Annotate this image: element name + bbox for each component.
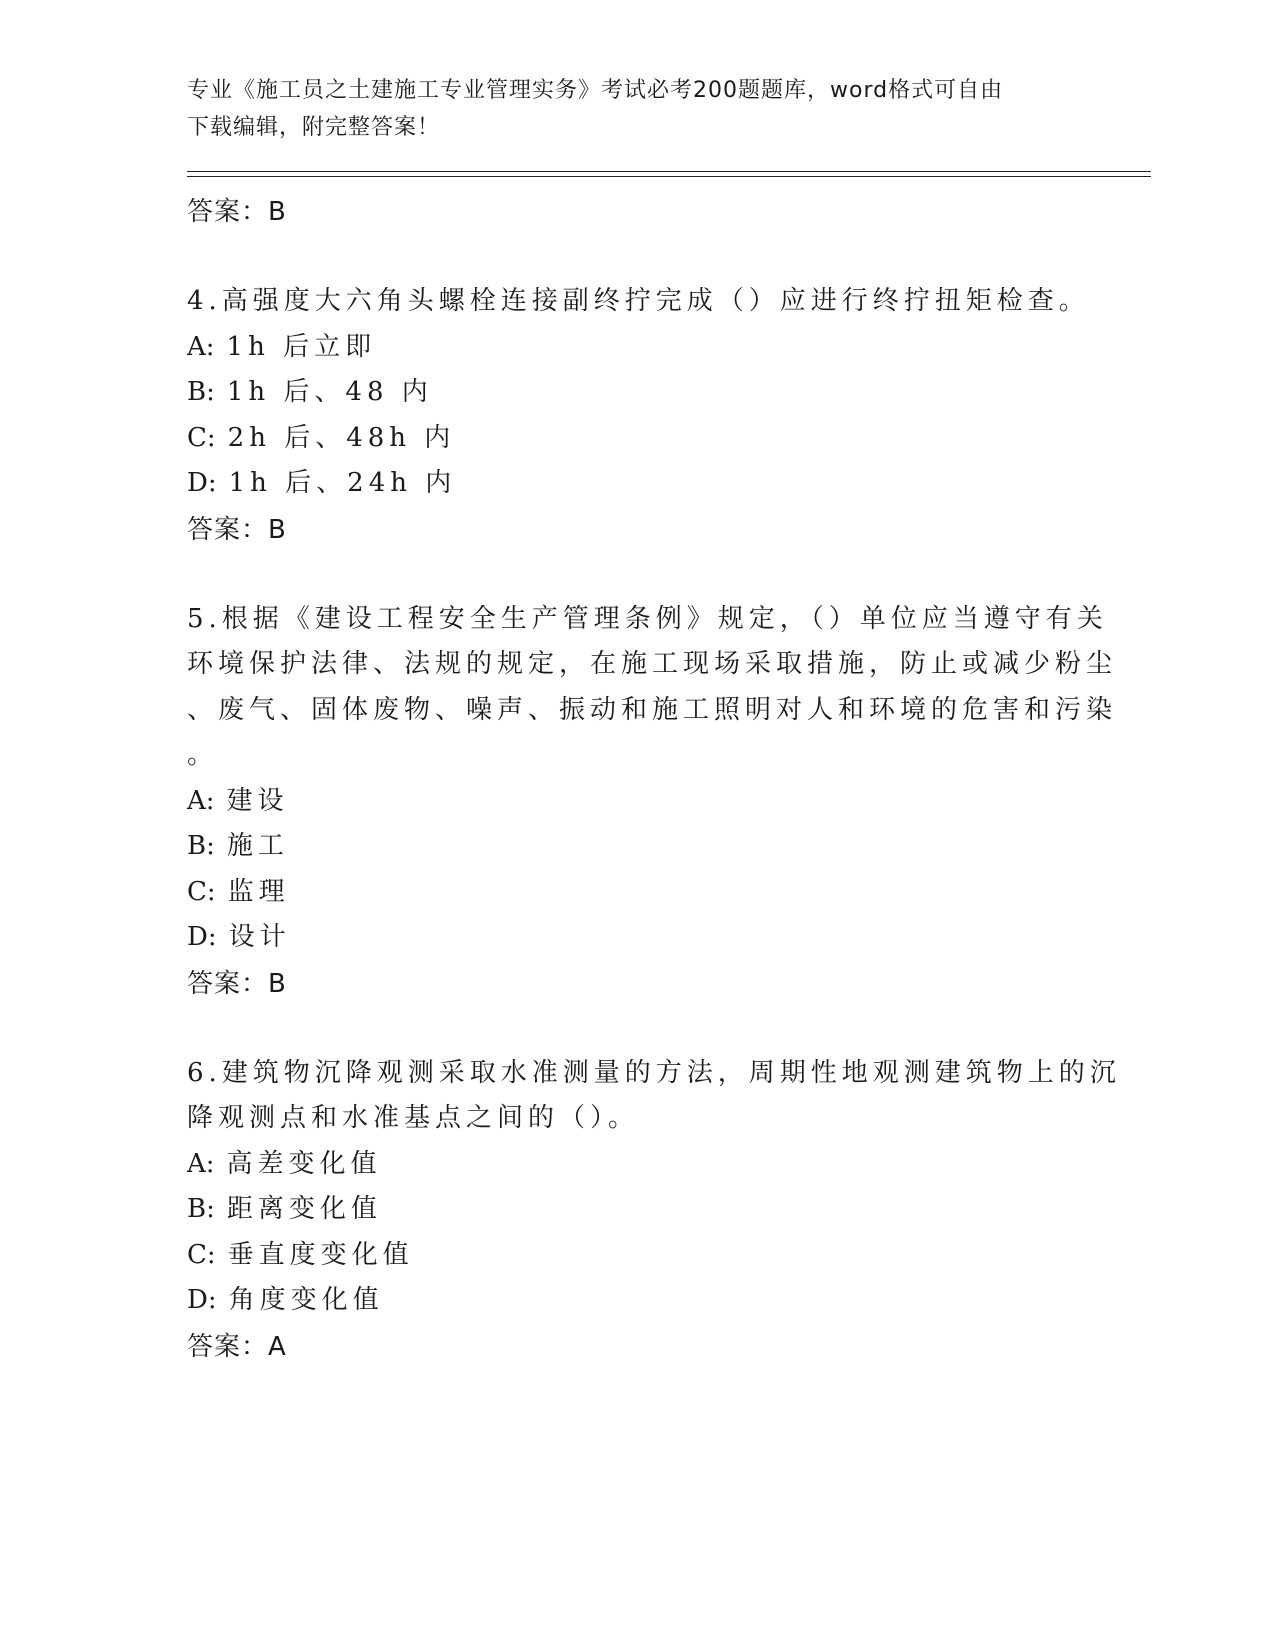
option-a [187, 779, 1067, 825]
question-text: 5.根据《建设工程安全生产管理条例》规定，（）单位应当遵守有关 [187, 603, 1108, 634]
question-4 [187, 279, 1090, 553]
option-d [187, 915, 1067, 961]
option-text: 1h 后立即 [226, 331, 377, 362]
option-letter: D: [187, 468, 217, 498]
option-c [187, 1233, 1067, 1279]
option-b [187, 370, 1067, 416]
option-letter: D: [187, 922, 217, 952]
option-text: 1h 后、24h 内 [228, 468, 457, 498]
question-text: 。 [187, 740, 219, 770]
option-letter: A: [187, 1148, 215, 1179]
option-c [187, 870, 1067, 916]
option-letter: B: [187, 831, 215, 861]
option-text: 角度变化值 [228, 1285, 384, 1315]
question-text: 环境保护法律、法规的规定，在施工现场采取措施，防止或减少粉尘 [187, 649, 1118, 679]
option-d [187, 1278, 1067, 1324]
option-letter: A: [187, 785, 215, 816]
question-text: 降观测点和水准基点之间的（）。 [187, 1103, 640, 1133]
option-text: 监理 [227, 876, 290, 907]
option-text: 设计 [228, 922, 291, 952]
option-b [187, 1187, 1067, 1233]
header-rule-bottom [187, 176, 1151, 177]
answer-line: 答案：B [187, 968, 287, 999]
option-text: 建设 [226, 785, 289, 816]
option-letter: C: [187, 876, 216, 907]
option-text: 1h 后、48 内 [226, 377, 433, 407]
option-letter: B: [187, 377, 215, 407]
option-a [187, 325, 1067, 371]
option-d [187, 461, 1067, 507]
answer-line: 答案：B [187, 514, 287, 545]
option-letter: C: [187, 422, 216, 453]
question-text: 、废气、固体废物、噪声、振动和施工照明对人和环境的危害和污染 [187, 694, 1118, 725]
question-text: 4.高强度大六角头螺栓连接副终拧完成（）应进行终拧扭矩检查。 [187, 286, 1090, 316]
answer-line: 答案：A [187, 1331, 287, 1362]
option-text: 施工 [226, 831, 289, 861]
option-b [187, 824, 1067, 870]
header-line-1: 专业《施工员之土建施工专业管理实务》考试必考200题题库，word格式可自由 [187, 78, 1004, 103]
option-a [187, 1142, 1067, 1188]
option-text: 2h 后、48h 内 [227, 422, 456, 453]
option-letter: B: [187, 1194, 215, 1224]
header-line-2: 下载编辑，附完整答案！ [187, 115, 441, 140]
question-text: 6.建筑物沉降观测采取水准测量的方法，周期性地观测建筑物上的沉 [187, 1057, 1121, 1088]
option-text: 距离变化值 [226, 1194, 382, 1224]
question-5 [187, 597, 1118, 1007]
document-header [187, 72, 1067, 146]
question-6 [187, 1051, 1121, 1370]
header-rule-top [187, 171, 1151, 172]
option-letter: D: [187, 1285, 217, 1315]
question-list [187, 189, 1121, 1370]
option-letter: C: [187, 1239, 216, 1270]
option-text: 垂直度变化值 [227, 1239, 414, 1270]
previous-answer: 答案：B [187, 197, 287, 227]
option-letter: A: [187, 331, 215, 362]
option-c [187, 416, 1067, 462]
option-text: 高差变化值 [226, 1148, 382, 1179]
